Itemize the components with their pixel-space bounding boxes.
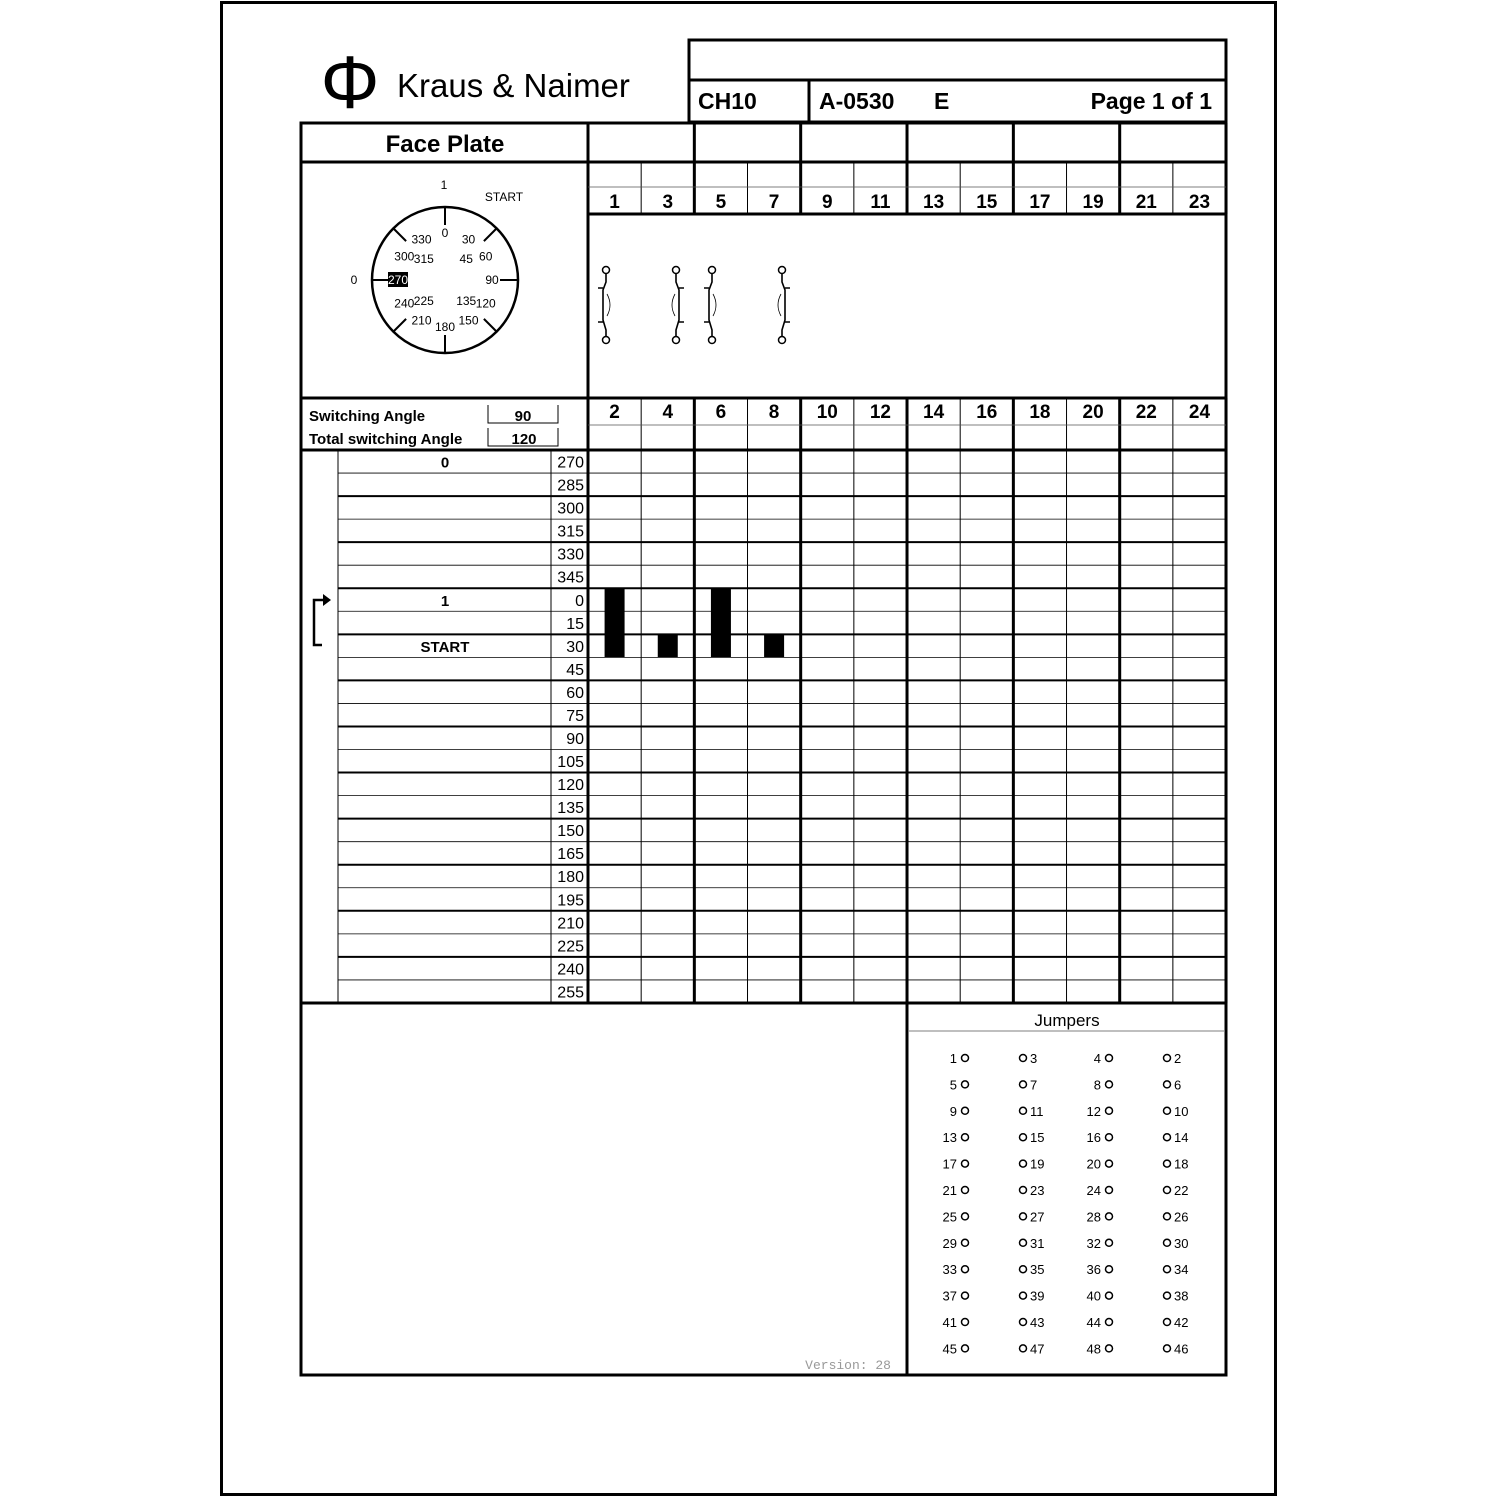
jumper-point (1164, 1345, 1171, 1352)
jumpers-title: Jumpers (1034, 1011, 1100, 1030)
terminal-bottom-2: 2 (609, 402, 620, 423)
jumper-terminal: 26 (1174, 1209, 1189, 1225)
terminal-bottom-10: 10 (816, 402, 838, 423)
jumper-point (962, 1134, 969, 1141)
terminal-bottom-4: 4 (662, 402, 674, 423)
jumper-point (1164, 1319, 1171, 1326)
jumper-row (950, 1104, 1189, 1119)
position-row (566, 662, 584, 679)
position-name: START (420, 638, 470, 656)
terminal-top-5: 5 (715, 192, 727, 213)
jumper-row (943, 1315, 1189, 1330)
jumper-terminal: 48 (1086, 1341, 1101, 1357)
face-plate-dial (351, 178, 524, 353)
terminal-top-11: 11 (870, 192, 891, 213)
position-row (441, 455, 584, 472)
jumper-terminal: 27 (1030, 1209, 1045, 1225)
position-row (566, 616, 584, 633)
position-angle: 120 (557, 777, 584, 795)
jumper-row (943, 1130, 1189, 1145)
jumper-row (943, 1183, 1189, 1198)
jumper-point (962, 1160, 969, 1167)
position-row (566, 685, 584, 702)
jumper-point (1106, 1187, 1113, 1194)
jumper-point (1106, 1292, 1113, 1299)
terminal-bottom-22: 22 (1135, 402, 1157, 423)
position-row (557, 754, 584, 771)
jumper-terminal: 22 (1174, 1183, 1189, 1198)
position-angle: 345 (557, 569, 584, 587)
dial-angle-210: 210 (411, 313, 432, 328)
jumper-point (1164, 1292, 1171, 1299)
terminal-top-21: 21 (1135, 192, 1157, 213)
jumper-terminal: 5 (949, 1077, 957, 1093)
closure-bar-1-2 (605, 588, 625, 657)
jumper-terminal: 19 (1030, 1156, 1045, 1172)
jumper-terminal: 42 (1174, 1315, 1189, 1330)
terminal-top-13: 13 (923, 192, 945, 213)
jumper-row (943, 1289, 1189, 1304)
jumper-point (1164, 1081, 1171, 1088)
jumper-terminal: 18 (1174, 1156, 1189, 1172)
position-angle: 165 (557, 846, 584, 864)
position-row (566, 708, 584, 725)
jumper-point (1020, 1213, 1027, 1220)
model-code: CH10 (698, 88, 757, 114)
jumper-point (1106, 1213, 1113, 1220)
position-angle: 315 (557, 523, 584, 541)
dial-position-label-0: 0 (350, 273, 358, 287)
jumper-row (950, 1051, 1181, 1066)
position-angle: 225 (557, 938, 584, 956)
jumper-point (1164, 1213, 1171, 1220)
jumper-point (1106, 1107, 1113, 1114)
position-row (557, 961, 584, 978)
position-row (421, 639, 585, 656)
terminal-bottom-8: 8 (768, 402, 780, 423)
position-angle: 75 (566, 707, 584, 725)
switching-grid (338, 455, 1226, 1002)
jumper-point (1164, 1160, 1171, 1167)
jumper-terminal: 14 (1174, 1130, 1189, 1146)
position-angle: 180 (557, 869, 584, 887)
jumper-point (1164, 1266, 1171, 1273)
jumper-terminal: 30 (1174, 1235, 1189, 1251)
dial-angle-270: 270 (387, 273, 409, 287)
jumper-point (962, 1266, 969, 1273)
jumper-point (962, 1187, 969, 1194)
jumper-point (1106, 1134, 1113, 1141)
jumper-point (1020, 1345, 1027, 1352)
position-angle: 210 (557, 915, 584, 933)
position-row (441, 593, 584, 610)
jumper-terminal: 33 (942, 1262, 957, 1278)
jumper-terminal: 38 (1174, 1288, 1189, 1304)
terminal-bottom-14: 14 (923, 402, 945, 423)
jumper-point (962, 1213, 969, 1220)
dial-angle-315: 315 (413, 251, 434, 266)
terminal-top-17: 17 (1029, 192, 1051, 213)
contact-symbols (598, 267, 790, 344)
dial-angle-120: 120 (475, 296, 496, 311)
jumpers-list (943, 1051, 1189, 1356)
position-row (557, 938, 584, 955)
jumper-point (1164, 1239, 1171, 1246)
jumper-terminal: 21 (942, 1183, 957, 1198)
jumper-point (1106, 1160, 1113, 1167)
jumper-point (1164, 1187, 1171, 1194)
dial-angle-45: 45 (459, 251, 473, 266)
position-angle: 270 (557, 454, 584, 472)
jumper-terminal: 32 (1086, 1235, 1101, 1251)
face-plate-title: Face Plate (385, 131, 505, 158)
jumper-terminal: 39 (1030, 1288, 1045, 1304)
jumper-terminal: 12 (1086, 1103, 1101, 1119)
jumper-terminal: 7 (1030, 1077, 1038, 1093)
jumper-point (1106, 1345, 1113, 1352)
jumper-terminal: 37 (942, 1288, 957, 1304)
jumper-point (962, 1292, 969, 1299)
terminal-bottom-24: 24 (1188, 402, 1211, 423)
dial-position-label-1: 1 (440, 178, 448, 192)
closure-bar-3-4 (658, 634, 678, 657)
position-angle: 15 (566, 615, 584, 633)
total-switching-angle-value: 120 (511, 431, 537, 448)
position-angle: 150 (557, 823, 584, 841)
jumper-terminal: 40 (1086, 1288, 1101, 1304)
position-row (557, 501, 584, 518)
jumper-terminal: 15 (1030, 1130, 1045, 1146)
jumper-point (1020, 1266, 1027, 1273)
switching-angle-value: 90 (514, 408, 532, 425)
drawing-number: A-0530 (819, 88, 895, 114)
jumper-point (1106, 1239, 1113, 1246)
brand-symbol: Φ (320, 41, 380, 124)
position-row (557, 823, 584, 840)
terminal-bottom-12: 12 (869, 402, 892, 423)
position-row (557, 984, 584, 1001)
jumper-row (943, 1262, 1189, 1277)
start-return-arrow (314, 594, 331, 645)
contact-symbol-3 (704, 267, 716, 344)
jumper-point (1106, 1081, 1113, 1088)
jumper-point (962, 1345, 969, 1352)
contact-symbol-2 (672, 267, 684, 344)
jumper-terminal: 28 (1086, 1209, 1101, 1225)
jumper-terminal: 13 (942, 1130, 957, 1146)
position-angle: 60 (566, 684, 584, 702)
position-row (557, 846, 584, 863)
jumper-terminal: 46 (1174, 1341, 1189, 1357)
jumper-row (943, 1341, 1189, 1356)
dial-angle-150: 150 (458, 313, 479, 328)
terminal-bottom-6: 6 (715, 402, 727, 423)
jumper-terminal: 3 (1030, 1051, 1038, 1066)
jumper-point (1164, 1134, 1171, 1141)
position-angle: 300 (557, 500, 584, 518)
jumper-point (1020, 1081, 1027, 1088)
position-row (557, 547, 584, 564)
terminal-top-15: 15 (976, 192, 998, 213)
dial-angle-330: 330 (411, 232, 432, 247)
position-angle: 255 (557, 984, 584, 1002)
terminal-bottom-20: 20 (1082, 402, 1104, 423)
dial-angle-90: 90 (485, 273, 499, 287)
jumper-row (943, 1236, 1189, 1251)
jumper-terminal: 17 (942, 1156, 957, 1172)
jumper-terminal: 6 (1174, 1077, 1182, 1093)
page-indicator: Page 1 of 1 (1090, 88, 1212, 114)
jumper-row (950, 1077, 1181, 1092)
jumper-terminal: 44 (1086, 1315, 1101, 1330)
jumper-point (1020, 1187, 1027, 1194)
jumper-point (1020, 1107, 1027, 1114)
jumper-row (943, 1209, 1189, 1224)
jumper-point (1164, 1055, 1171, 1062)
terminal-bottom-18: 18 (1029, 402, 1051, 423)
jumper-terminal: 35 (1030, 1262, 1045, 1278)
dial-angle-135: 135 (456, 294, 477, 309)
jumper-terminal: 23 (1030, 1183, 1045, 1198)
position-angle: 135 (557, 800, 584, 818)
position-row (557, 892, 584, 909)
jumper-terminal: 2 (1174, 1051, 1182, 1066)
dial-angle-180: 180 (434, 320, 456, 334)
jumper-terminal: 20 (1086, 1156, 1101, 1172)
position-name: 0 (440, 454, 450, 472)
jumper-terminal: 34 (1174, 1262, 1189, 1278)
jumper-terminal: 47 (1030, 1341, 1045, 1357)
terminal-top-19: 19 (1082, 192, 1104, 213)
jumper-terminal: 11 (1030, 1103, 1044, 1119)
jumper-terminal: 43 (1030, 1315, 1045, 1330)
position-name: 1 (440, 592, 450, 610)
dial-start-label: START (484, 190, 524, 204)
position-row (557, 869, 584, 886)
jumper-point (1020, 1160, 1027, 1167)
jumper-point (1164, 1107, 1171, 1114)
jumper-terminal: 41 (942, 1315, 957, 1330)
terminal-top-9: 9 (821, 192, 833, 213)
jumper-terminal: 8 (1093, 1077, 1101, 1093)
position-angle: 285 (557, 477, 584, 495)
jumper-terminal: 10 (1174, 1103, 1189, 1119)
dial-angle-0: 0 (441, 226, 449, 240)
position-row (557, 478, 584, 495)
jumper-point (962, 1107, 969, 1114)
position-angle: 90 (566, 731, 584, 748)
contact-symbol-4 (778, 267, 790, 344)
jumper-point (1106, 1319, 1113, 1326)
dial-angle-60: 60 (479, 249, 493, 264)
jumper-terminal: 36 (1086, 1262, 1101, 1278)
jumper-point (962, 1319, 969, 1326)
contact-symbol-1 (598, 267, 610, 344)
dial-angle-300: 300 (394, 249, 415, 264)
position-angle: 30 (566, 638, 584, 656)
jumper-terminal: 31 (1030, 1235, 1045, 1251)
position-row (557, 570, 584, 587)
position-row (557, 524, 584, 541)
jumper-terminal: 9 (949, 1103, 957, 1119)
terminal-top-23: 23 (1188, 192, 1211, 213)
position-angle: 45 (566, 661, 584, 679)
switching-angle-label: Switching Angle (309, 408, 426, 425)
dial-angle-225: 225 (413, 294, 434, 309)
jumper-terminal: 45 (942, 1341, 957, 1357)
position-angle: 195 (557, 892, 584, 910)
total-switching-angle-label: Total switching Angle (309, 431, 463, 448)
position-row (557, 777, 584, 794)
dial-angle-30: 30 (461, 232, 476, 247)
terminal-headers (588, 123, 1226, 1003)
closure-bar-5-6 (711, 588, 731, 657)
jumper-terminal: 4 (1093, 1051, 1101, 1066)
jumper-point (962, 1081, 969, 1088)
jumper-point (1020, 1239, 1027, 1246)
jumper-point (1020, 1134, 1027, 1141)
position-row (557, 915, 584, 932)
position-angle: 330 (557, 546, 584, 564)
jumper-point (1106, 1266, 1113, 1273)
jumper-point (1020, 1055, 1027, 1062)
jumper-point (962, 1239, 969, 1246)
dial-angle-240: 240 (394, 296, 415, 311)
jumper-terminal: 16 (1086, 1130, 1101, 1146)
brand-name: Kraus & Naimer (397, 67, 630, 104)
jumper-terminal: 29 (942, 1235, 957, 1251)
position-angle: 240 (557, 961, 584, 979)
jumper-row (943, 1157, 1189, 1172)
jumper-point (962, 1055, 969, 1062)
jumper-terminal: 25 (942, 1209, 957, 1225)
jumper-point (1106, 1055, 1113, 1062)
revision: E (934, 88, 950, 114)
position-angle: 0 (575, 592, 584, 610)
closure-bar-7-8 (764, 634, 784, 657)
jumper-terminal: 1 (949, 1051, 957, 1066)
terminal-top-7: 7 (768, 192, 780, 213)
position-row (557, 800, 584, 817)
jumper-terminal: 24 (1086, 1183, 1101, 1198)
jumper-point (1020, 1292, 1027, 1299)
version-label: Version: 28 (805, 1358, 891, 1373)
terminal-top-1: 1 (609, 192, 620, 213)
jumper-point (1020, 1319, 1027, 1326)
position-angle: 105 (557, 754, 584, 772)
terminal-bottom-16: 16 (976, 402, 998, 423)
terminal-top-3: 3 (662, 192, 674, 213)
position-row (566, 731, 584, 748)
